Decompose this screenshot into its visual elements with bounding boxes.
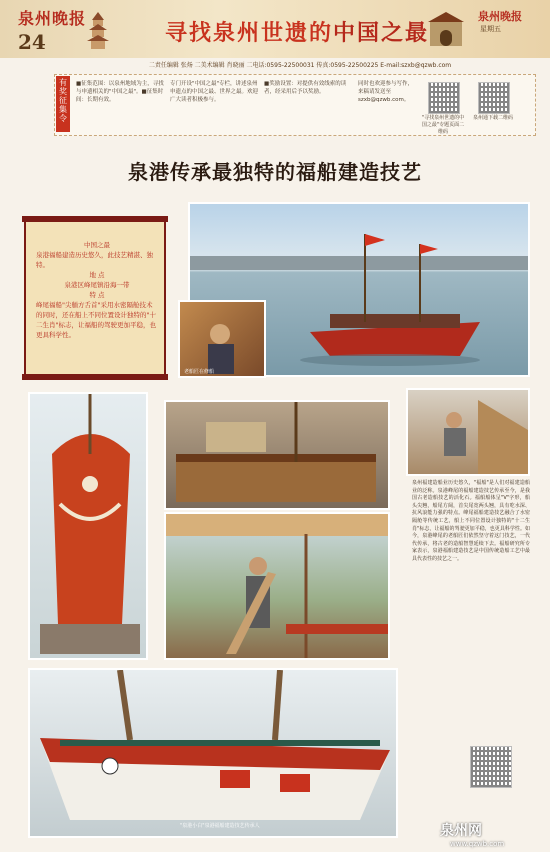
scroll-line: 峰尾福船"尖艏方舌首"采用水密隔舱技术的同时，还在船上不同位置设计独特的"十二生肖"标志，让福船的驾驶更加平稳，也更具科学性。 [36,301,156,339]
city-gate-icon [426,8,466,48]
article-title: 泉港传承最独特的福船建造技艺 [128,160,422,184]
site-watermark: 泉州网 [440,823,482,839]
brand-name: 泉州晚报 [478,10,522,23]
scroll-line: 特 点 [89,291,105,299]
article-body: 泉州福建造船业历史悠久，"福船"是人们对福建造船业的泛称。泉港峰尾的福船建造技艺传承至今，是我国古老造船技艺的活化石。福船船体呈"V"字形，船头尖翘，船尾方阔，首尖尾宽两头翘，具有吃水深、抗风浪能力强的特点。峰尾福船建造技艺融合了水密隔舱等传统工艺，船上不同位置设计独特的"十二生肖"标志，让福船的驾驶更加平稳，也更具科学性。如今，泉港峰尾的老船匠们依然坚守着这门技艺，一代代传承，将古老的造船智慧延续下去。福船研究所专家表示，泉港福船建造技艺是中国传统造船工艺中最具代表性的技艺之一。 [412,480,530,562]
photo-fuchuan-side-view [28,668,398,838]
photo-ship-front-view [28,392,148,660]
page-number: 24 [18,30,46,54]
scroll-rod-bottom [22,374,168,380]
qr-caption: "寻找泉州世遗的中国之最"专题页面二维码 [421,115,465,135]
scroll-line: 泉港区峰尾镇沿海一带 [64,281,130,289]
scroll-line: 泉港福船建造历史悠久，此技艺精湛、独特。 [36,251,153,269]
notice-tag: 有奖征集令 [56,76,70,132]
qr-caption: 泉州通下载二维码 [472,115,513,121]
site-url[interactable]: www.qzwb.com [450,840,505,848]
issue-date: 星期五 [480,25,501,33]
photo-caption: 老船匠在修船 [184,369,215,375]
photo-hull-under-construction [164,400,390,510]
notice-column: ■奖励设置：对提供有效线索的读者，经采用后予以奖励。 [264,81,347,95]
scroll-text [36,240,158,340]
notice-column: 专门开设"中国之最"专栏，讲述泉州申遗点的中国之最、世界之最。欢迎广大读者积极参与。 [170,81,258,103]
photo-worker-in-hull [406,388,530,476]
notice-column: ■征集范围：以泉州地域为主，寻找与申遗相关的"中国之最"。■征集时间：长期有效。 [76,81,164,103]
photo-old-shipwright [178,300,266,378]
newspaper-logo: 泉州晚报 [18,9,87,28]
banner-suffix: 中国之最 [333,20,430,46]
scroll-heading: 中国之最 [84,241,110,249]
banner-prefix: 寻找泉州世遗的 [165,20,334,46]
pagoda-icon [78,10,118,50]
editor-contact-line: 二责任编辑 张炀 二美术编辑 肖晓丽 二电话:0595-22500031 传真:0595-22500225 E-mail:szxb@qzwb.com [148,62,452,69]
scroll-line: 地 点 [89,271,105,279]
photo-craftsman-with-plank [164,512,390,660]
qr-code-icon[interactable] [428,82,460,114]
notice-column: 同时也欢迎参与写作，来稿请发送至 szxb@qzwb.com。 [358,81,414,103]
qr-code-icon[interactable] [478,82,510,114]
section-banner [165,16,429,47]
qr-code-icon[interactable] [470,746,512,788]
photo-caption: "泉港小白"泉港福船建造技艺传承人 [180,823,260,829]
